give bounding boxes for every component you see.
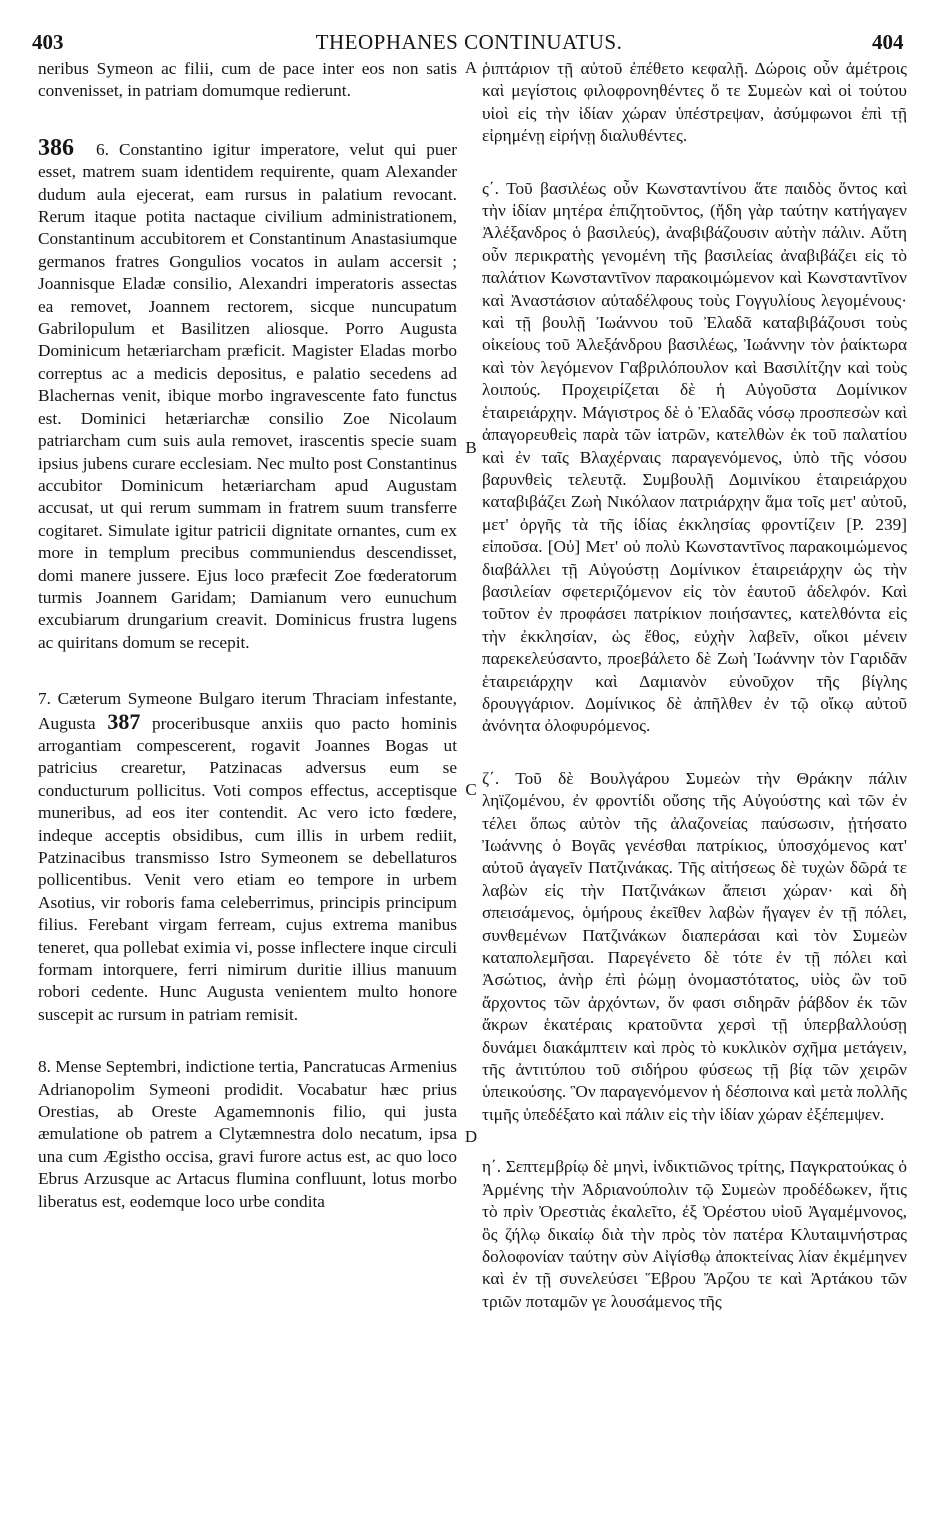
latin-paragraph-7-text-a: 7. Cæterum Symeone Bulgaro iterum Thraciam infestante, Augusta [38, 689, 457, 733]
page-number-left: 403 [32, 30, 64, 54]
latin-paragraph-6 [38, 134, 457, 654]
margin-letter-c: C [465, 780, 477, 799]
latin-paragraph-7 [38, 688, 457, 1026]
edition-page-marker: 387 [107, 708, 141, 734]
margin-letter-a: A [464, 58, 478, 77]
greek-column [482, 58, 907, 1313]
latin-column [38, 58, 457, 1213]
latin-paragraph-continued: neribus Symeon ac filii, cum de pace inter eos non satis convenisset, in patriam domumque redierunt. [38, 59, 457, 101]
latin-paragraph-8: 8. Mense Septembri, indictione tertia, Pancratucas Armenius Adrianopolim Symeoni prodidit. Vocabatur hæc prius Orestias, ab Oreste Agamemnonis filio, qui justa æmulatione ob patrem a Clytæmnestra dolo necatum, ipsa una cum Ægistho occisa, gravi furore actus est, ac quo loco Ebrus Arzusque ac Artacus flumina confluunt, lotus morbo liberatus est, eodemque loco urbe condita [38, 1057, 457, 1211]
margin-letter-b: B [465, 438, 477, 457]
edition-page-marker: 386 [38, 134, 74, 161]
margin-letter-d: D [464, 1127, 478, 1146]
latin-paragraph-7-text-b: proceribusque anxiis quo pacto hominis arrogantiam compescerent, rogavit Joannes Bogas ut patricius crearetur, Patzinacas adversus eum se conducturum pollicitus. Voti compos effectus, acceptisque muneribus, ad eos iter contendit. Ac vero icto fœdere, indeque acceptis obsidibus, cum illis in urbem rediit, Patzinacibus transmisso Istro Symeonem se debellaturos pollicentibus. Venit vero etiam eo tempore in urbem Asotius, vir roboris fama celeberrimus, principis principum filius. Ferebant virgam ferream, cujus extrema manibus teneret, qua pollebat eximia vi, posse inflectere inque circuli formam intorquere, ferri nimirum duritie illius manuum robori cedente. Hunc Augusta venientem multo honore suscepit ac rursum in patriam remisit. [38, 713, 457, 1024]
greek-paragraph-6: ς΄. Τοῦ βασιλέως οὖν Κωνσταντίνου ἅτε παιδὸς ὄντος καὶ τὴν ἰδίαν μητέρα ἐπιζητοῦντος, (ἤδη γὰρ ταύτην κατήγαγεν Ἀλέξανδρος ὁ βασιλεύς), ἀναβιβάζουσιν αὐτὴν πάλιν. Αὕτη οὖν περικρατὴς γενομένη τῆς βασιλείας ἀναβιβάζει εἰς τὸ παλάτιον Κωνσταντῖνον παρακοιμώμενον καὶ Κωνσταντῖνον καὶ Ἀναστάσιον αὐταδέλφους τοὺς Γογγυλίους λεγομένους· καὶ τῇ βουλῇ Ἰωάννου τοῦ Ἐλαδᾶ καταβιβάζουσι τοὺς οἰκείους τοῦ Ἀλεξάνδρου βασιλέως, Ἰωάννην τὸν ῥαίκτωρα καὶ τὸν λεγόμενον Γαβριλόπουλον καὶ Βασιλίτζην καὶ τοὺς λοιπούς. Προχειρίζεται δὲ ἡ Αὐγοῦστα Δομίνικον ἑταιρειάρχην. Μάγιστρος δὲ ὁ Ἐλαδᾶς νόσῳ προσπεσὼν καὶ ἀπαγορευθεὶς παρὰ τῶν ἰατρῶν, κατελθὼν ἐκ τοῦ παλατίου καὶ ἐν ταῖς Βλαχέρναις παραγενόμενος, ὑπὸ τῆς νόσου βαρυνθεὶς τελευτᾷ. Συμβουλῇ Δομινίκου ἑταιρειάρχου καταβιβάζει Ζωὴ Νικόλαον πατριάρχην ἅμα τοῖς μετ' αὐτοῦ, μετ' ὀργῆς τὰ τῆς ἰδίας ἐκκλησίας φροντίζειν [P. 239] εἰποῦσα. [Οὐ] Μετ' οὐ πολὺ Κωνσταντῖνος παρακοιμώμενος διαβάλλει τῇ Αὐγούστῃ Δομίνικον ἑταιρειάρχην ὡς τὴν βασιλείαν σφετεριζόμενον εἰς τὸν ἑαυτοῦ ἀδελφόν. Καὶ τοῦτον ἐν προφάσει πατρίκιον ποιήσαντες, κατελθόντα εἰς τὴν ἐκκλησίαν, ὡς ἔθος, εὐχὴν λαβεῖν, οἴκοι μένειν παρεκελεύσαντο, προεβάλετο δὲ Ζωὴ Ἰωάννην τὸν Γαριδᾶν ἑταιρειάρχην καὶ Δαμιανὸν εὐνοῦχον τῆς βίγλης δρουγγάριον. Δομίνικος δὲ ἀπῆλθεν ἐν τῷ οἴκῳ αὐτοῦ ἀνόνητα ὀλοφυρόμενος. [482, 178, 907, 736]
running-header [0, 0, 938, 60]
greek-paragraph-continued: ῥιπτάριον τῇ αὐτοῦ ἐπέθετο κεφαλῇ. Δώροις οὖν ἀμέτροις καὶ μεγίστοις φιλοφρονηθέντες ὅ τε Συμεὼν καὶ οἱ τούτου υἱοὶ εἰς τὴν ἰδίαν χώραν ὑπέστρεψαν, ἀσύμφωνοι ἐπὶ τῇ εἰρημένῃ εἰρήνῃ διαλυθέντες. [482, 59, 907, 146]
greek-paragraph-8: η΄. Σεπτεμβρίῳ δὲ μηνὶ, ἰνδικτιῶνος τρίτης, Παγκρατούκας ὁ Ἀρμένης τὴν Ἀδριανούπολιν τῷ Συμεὼν προδέδωκεν, ἥτις τὸ πρὶν Ὀρεστιὰς ἐκαλεῖτο, ἐξ Ὀρέστου υἱοῦ Ἀγαμέμνονος, ὃς ζήλῳ δικαίῳ διὰ τὴν πρὸς τὸν πατέρα Κλυταιμνήστρας δολοφονίαν ταύτην σὺν Αἰγίσθῳ ἀποκτείνας λίαν ἐκμέμηνεν καὶ ἐν τῇ συνελεύσει Ἕβρου Ἄρζου τε καὶ Ἀρτάκου τῶν τριῶν ποταμῶν γε λουσάμενος τῆς [482, 1157, 907, 1311]
greek-paragraph-7: ζ΄. Τοῦ δὲ Βουλγάρου Συμεὼν τὴν Θράκην πάλιν ληϊζομένου, ἐν φροντίδι οὔσης τῆς Αὐγούστης καὶ τῶν ἐν τέλει ὅπως αὐτὸν τῆς ἀλαζονείας παύσωσιν, ᾐτήσατο Ἰωάννης ὁ Βογᾶς γενέσθαι πατρίκιος, ὑποσχόμενος κατ' αὐτοῦ ἀγαγεῖν Πατζινάκας. Τῆς αἰτήσεως δὲ τυχὼν δῶρά τε λαβὼν εἰς τὴν Πατζινάκων ἄπεισι χώραν· καὶ δὴ σπεισάμενος, ὁμήρους ἐκεῖθεν λαβὼν ἤγαγεν ἐν τῇ πόλει, συνθεμένων Πατζινάκων διαπεράσαι καὶ τὸν Συμεὼν καταπολεμῆσαι. Παρεγένετο δὲ τότε ἐν τῇ πόλει καὶ Ἀσώτιος, ἀνὴρ ἐπὶ ῥώμῃ ὀνομαστότατος, υἱὸς ὢν τοῦ ἄρχοντος τῶν ἀρχόντων, ὅν φασι σιδηρᾶν ῥάβδον ἐκ τῶν ἄκρων ἑκατέραις κρατοῦντα χερσὶ τῇ ὑπερβαλλούσῃ δυνάμει διακάμπτειν καὶ πρὸς τὸ κυκλικὸν σχῆμα μετάγειν, τῆς ἀντιτύπου τοῦ σιδήρου φύσεως τῇ βίᾳ τῶν χειρῶν ὑπεικούσης. Ὃν παραγενόμενον ἡ δέσποινα καὶ μετὰ πολλῆς τιμῆς ὑπεδέξατο καὶ πάλιν εἰς τὴν ἰδίαν χώραν ἐξέπεμψεν. [482, 768, 907, 1124]
running-title: THEOPHANES CONTINUATUS. [315, 30, 623, 54]
page-number-right: 404 [872, 30, 904, 54]
latin-paragraph-6-text: 6. Constantino igitur imperatore, velut qui puer esset, matrem suam identidem requirente, quam Alexander dudum aula ejecerat, eam rursus in palatium revocant. Rerum itaque potita nactaque civilium administrationem, Constantinum accubitorem et Constantinum Anastasiumque germanos fratres Gongulios vocatos in aulam accersit ; Joannisque Eladæ consilio, Alexandri imperatoris assectas ea removet, Joannem rectorem, sicque nuncupatum Gabrilopulum et Basilitzen aliosque. Porro Augusta Dominicum hetæriarcham præficit. Magister Eladas morbo correptus ac a medicis depositus, e palatio secedens ad Blachernas venit, ibique morbo ingravescente fato functus est. Dominici hetæriarchæ consilio Zoe Nicolaum patriarcham cum suis aula removet, irascentis specie suam ipsius jubens curare ecclesiam. Nec multo post Constantinus accubitor Dominicum hetæriarcham apud Augustam accusat, ut qui rerum summam in fratrem suum transferre cogitaret. Simulate igitur patricii dignitate ornantes, cum ex more in templum precibus communiendus descendisset, domi manere jussere. Ejus loco præfecit Zoe fœderatorum turmis Joannem Garidam; Damianum vero eunuchum excubiarum drungarium creavit. Dominicus frustra lugens ac quiritans domum se recepit. [38, 139, 457, 652]
